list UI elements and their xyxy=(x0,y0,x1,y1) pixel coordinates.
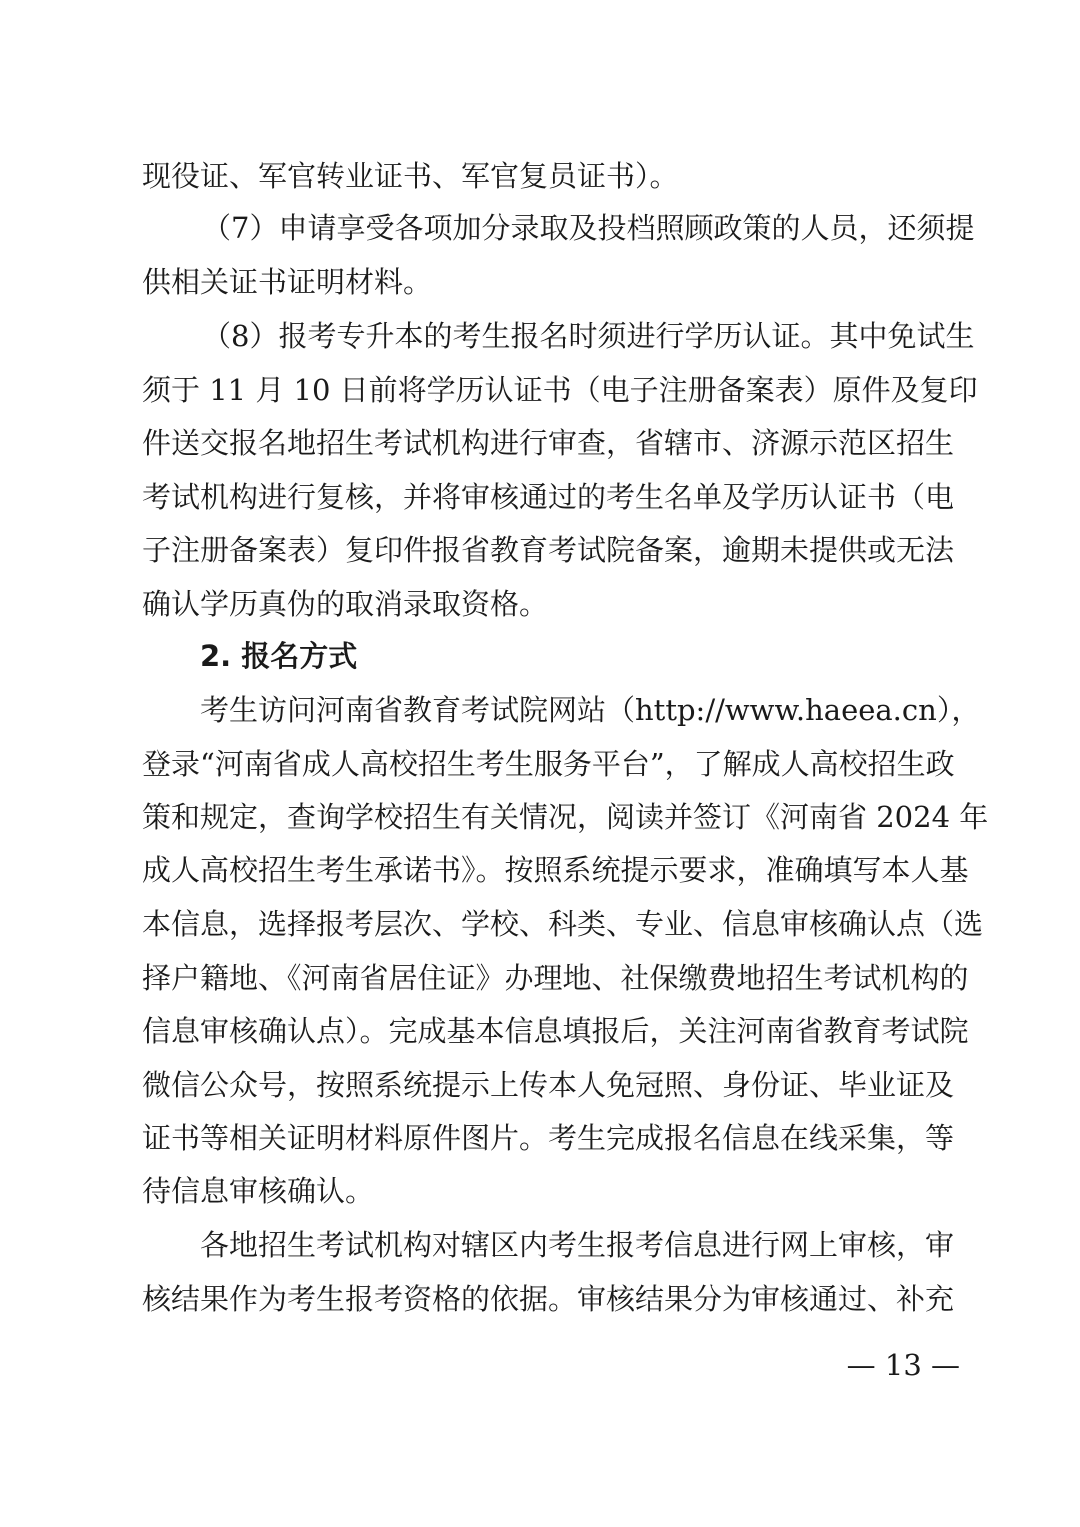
body-text-line: 考生访问河南省教育考试院网站（http://www.haeea.cn）， xyxy=(200,693,981,727)
body-text-line: 本信息，选择报考层次、学校、科类、专业、信息审核确认点（选 xyxy=(142,907,984,941)
body-text-line: 考试机构进行复核，并将审核通过的考生名单及学历认证书（电 xyxy=(142,480,955,514)
body-text-line: 须于 11 月 10 日前将学历认证书（电子注册备案表）原件及复印 xyxy=(142,373,978,407)
section-heading: 2. 报名方式 xyxy=(200,639,358,673)
body-text-line: 子注册备案表）复印件报省教育考试院备案，逾期未提供或无法 xyxy=(142,533,955,567)
body-text-line: 微信公众号，按照系统提示上传本人免冠照、身份证、毕业证及 xyxy=(142,1068,955,1102)
body-text-line: 证书等相关证明材料原件图片。考生完成报名信息在线采集，等 xyxy=(142,1121,955,1155)
body-text-line: 核结果作为考生报考资格的依据。审核结果分为审核通过、补充 xyxy=(142,1282,955,1316)
body-text-line: 成人高校招生考生承诺书》。按照系统提示要求，准确填写本人基 xyxy=(142,853,969,887)
body-text-line: 件送交报名地招生考试机构进行审查，省辖市、济源示范区招生 xyxy=(142,426,955,460)
page-number: — 13 — xyxy=(846,1348,960,1382)
body-text-line: 各地招生考试机构对辖区内考生报考信息进行网上审核，审 xyxy=(200,1228,955,1262)
body-text-line: （7）申请享受各项加分录取及投档照顾政策的人员，还须提 xyxy=(202,211,975,245)
body-text-line: 信息审核确认点）。完成基本信息填报后，关注河南省教育考试院 xyxy=(142,1014,969,1048)
body-text-line: 待信息审核确认。 xyxy=(142,1174,375,1208)
body-text-line: 确认学历真伪的取消录取资格。 xyxy=(142,587,549,621)
body-text-line: 登录“河南省成人高校招生考生服务平台”，了解成人高校招生政 xyxy=(142,747,955,781)
body-text-line: 策和规定，查询学校招生有关情况，阅读并签订《河南省 2024 年 xyxy=(142,800,989,834)
body-text-line: 现役证、军官转业证书、军官复员证书）。 xyxy=(142,159,679,193)
body-text-line: 供相关证书证明材料。 xyxy=(142,265,433,299)
body-text-line: （8）报考专升本的考生报名时须进行学历认证。其中免试生 xyxy=(202,319,975,353)
body-text-line: 择户籍地、《河南省居住证》办理地、社保缴费地招生考试机构的 xyxy=(142,961,969,995)
